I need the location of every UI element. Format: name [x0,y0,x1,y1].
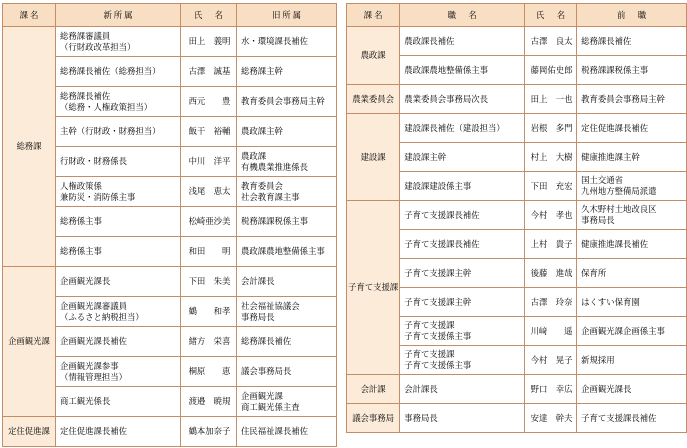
position-cell [56,237,181,267]
name-cell [525,404,577,433]
previous-cell [237,297,337,327]
name-cell [525,172,577,201]
dept-cell: 会計課 [347,375,400,404]
dept-cell: 議会事務局 [347,404,400,433]
dept-cell: 建設課 [347,114,400,201]
position-cell [56,87,181,117]
name-cell-text: 今村 晃子 [530,354,573,365]
position-cell-text: 子育て支援課長補佐 [404,238,480,249]
position-cell [56,57,181,87]
table-row [3,417,337,447]
name-cell-text: 松崎亜沙美 [188,216,231,226]
name-cell-text: 藤岡佑史郎 [530,64,573,75]
dept-cell: 農政課 [347,27,400,85]
name-cell [525,317,577,346]
previous-cell [577,201,687,230]
header-dept: 課名 [347,4,400,27]
position-cell-text: 子育て支援課長補佐 [404,209,480,220]
table-row [347,27,687,56]
previous-cell-text: 保育所 [581,267,607,278]
previous-cell [577,404,687,433]
name-cell-text: 田上 義明 [188,36,231,46]
name-cell [525,230,577,259]
header-row [3,4,337,27]
position-cell-text: 子育て支援課主幹 [404,267,472,278]
position-cell [56,417,181,447]
previous-cell-text: 国土交通省 九州地方整備局派遣 [581,175,657,196]
position-cell [400,317,525,346]
position-cell [56,27,181,57]
position-cell-text: 子育て支援課主幹 [404,296,472,307]
name-cell-text: 上村 貴子 [530,238,573,249]
previous-cell-text: 教育委員会事務局主幹 [581,93,665,104]
position-cell [56,117,181,147]
previous-cell-text: 水・環境課長補佐 [241,36,308,46]
previous-cell [237,57,337,87]
position-cell-text: 企画観光課長 [60,276,111,286]
previous-cell-text: 教育委員会 社会教育課主事 [241,180,300,202]
position-cell [400,404,525,433]
header-previous: 前 職 [577,4,687,27]
position-cell [400,172,525,201]
position-cell-text: 企画観光課長補佐 [60,336,127,346]
table-row [347,404,687,433]
position-cell [56,147,181,177]
name-cell [525,85,577,114]
position-cell-text: 農政課長補佐 [404,35,455,46]
position-cell [56,327,181,357]
position-cell [56,267,181,297]
table-row [347,85,687,114]
previous-cell-text: 税務課課税係主事 [581,64,649,75]
previous-cell [577,259,687,288]
previous-cell [577,317,687,346]
name-cell-text: 桐原 恵 [188,366,231,376]
previous-cell [577,230,687,259]
previous-cell-text: 企画観光課 商工観光係主査 [241,390,300,412]
position-cell-text: 総務課審議員 （行財政改革担当） [60,30,136,52]
name-cell-text: 後藤 進哉 [530,267,573,278]
previous-cell [577,143,687,172]
previous-cell-text: 議会事務局長 [241,366,292,376]
position-cell-text: 建設課長補佐（建設担当） [404,122,505,133]
name-cell [181,57,237,87]
position-cell-text: 総務課長補佐 （総務・人権政策担当） [60,90,153,112]
position-cell-text: 企画観光課審議員 （ふるさと納税担当） [60,300,144,322]
name-cell-text: 中川 洋平 [188,156,231,166]
previous-cell [577,114,687,143]
header-position: 新所属 [56,4,181,27]
previous-cell [577,56,687,85]
name-cell-text: 西元 豊 [188,96,231,106]
name-cell [181,297,237,327]
left-table-body [3,27,337,447]
previous-cell [237,267,337,297]
name-cell [525,346,577,375]
position-cell-text: 人権政策係 兼防災・消防係主事 [60,180,136,202]
position-cell-text: 定住促進課長補佐 [60,426,127,436]
previous-cell-text: 教育委員会事務局主幹 [241,96,325,106]
position-cell-text: 建設課建設係主事 [404,180,472,191]
header-previous: 旧所属 [237,4,337,27]
position-cell [56,177,181,207]
previous-cell [577,85,687,114]
previous-cell [577,27,687,56]
header-name: 氏 名 [181,4,237,27]
header-name: 氏 名 [525,4,577,27]
position-cell-text: 子育て支援課 子育て支援係主事 [404,320,472,341]
previous-cell [237,327,337,357]
dept-cell: 総務課 [3,27,56,267]
previous-cell-text: 久木野村土地改良区 事務局長 [581,204,657,225]
name-cell-text: 古澤 誠基 [188,66,231,76]
previous-cell [237,207,337,237]
header-row [347,4,687,27]
previous-cell-text: 税務課課税係主事 [241,216,308,226]
previous-cell-text: 農政課 有機農業推進係長 [241,150,308,172]
name-cell-text: 岩根 多門 [530,122,573,133]
position-cell [400,259,525,288]
previous-cell [237,387,337,417]
left-personnel-table [2,3,337,447]
previous-cell-text: 会計課長 [241,276,275,286]
dept-cell: 企画観光課 [3,267,56,417]
dept-cell: 農業委員会 [347,85,400,114]
name-cell-text: 飯干 裕輔 [188,126,231,136]
table-row [3,27,337,57]
previous-cell-text: 農政課農地整備係主事 [241,246,325,256]
position-cell-text: 会計課長 [404,383,438,394]
position-cell [400,56,525,85]
position-cell [400,114,525,143]
previous-cell [237,357,337,387]
previous-cell [237,117,337,147]
position-cell-text: 建設課主幹 [404,151,447,162]
name-cell [181,207,237,237]
table-row [347,201,687,230]
header-position: 職 名 [400,4,525,27]
name-cell [525,143,577,172]
name-cell [181,27,237,57]
table-row [3,267,337,297]
previous-cell-text: 健康推進課長補佐 [581,238,649,249]
name-cell-text: 古澤 玲奈 [530,296,573,307]
position-cell [400,230,525,259]
previous-cell [237,87,337,117]
name-cell [525,27,577,56]
name-cell-text: 和田 明 [188,246,231,256]
table-row [347,114,687,143]
name-cell [181,357,237,387]
position-cell [400,85,525,114]
name-cell [525,201,577,230]
position-cell-text: 農政課農地整備係主事 [404,64,488,75]
position-cell-text: 行財政・財務係長 [60,156,127,166]
previous-cell [577,288,687,317]
position-cell [400,201,525,230]
position-cell [56,207,181,237]
previous-cell [577,172,687,201]
name-cell [181,87,237,117]
name-cell [181,117,237,147]
name-cell-text: 鶴本加奈子 [188,426,231,436]
name-cell-text: 川﨑 遥 [530,325,573,336]
name-cell-text: 野口 幸広 [530,383,573,394]
position-cell-text: 子育て支援課 子育て支援係主事 [404,349,472,370]
position-cell-text: 総務係主事 [60,246,102,256]
table-row [347,375,687,404]
name-cell [181,237,237,267]
previous-cell [237,237,337,267]
name-cell [525,259,577,288]
position-cell [56,387,181,417]
previous-cell-text: はくすい保育園 [581,296,640,307]
previous-cell-text: 子育て支援課長補佐 [581,412,657,423]
name-cell [181,327,237,357]
previous-cell-text: 住民福祉課長補佐 [241,426,308,436]
previous-cell-text: 総務課長補佐 [241,336,292,346]
name-cell-text: 村上 大樹 [530,151,573,162]
name-cell [181,177,237,207]
header-dept: 課名 [3,4,56,27]
previous-cell [577,375,687,404]
previous-cell-text: 総務課長補佐 [581,35,632,46]
name-cell [181,267,237,297]
position-cell-text: 総務課長補佐（総務担当） [60,66,161,76]
position-cell [400,288,525,317]
position-cell-text: 主幹（行財政・財務担当） [60,126,161,136]
name-cell [525,56,577,85]
previous-cell-text: 健康推進課主幹 [581,151,640,162]
name-cell [525,114,577,143]
name-cell-text: 安達 幹夫 [530,412,573,423]
right-table-body [347,27,687,433]
name-cell-text: 古澤 良太 [530,35,573,46]
position-cell-text: 事務局長 [404,412,438,423]
position-cell [56,357,181,387]
previous-cell-text: 社会福祉協議会 事務局長 [241,300,300,322]
name-cell-text: 渡邉 暁規 [188,396,231,406]
previous-cell [237,177,337,207]
name-cell-text: 緒方 栄喜 [188,336,231,346]
previous-cell [577,346,687,375]
position-cell-text: 農業委員会事務局次長 [404,93,488,104]
position-cell [56,297,181,327]
previous-cell-text: 企画観光課企画係主事 [581,325,665,336]
position-cell [400,375,525,404]
name-cell-text: 下田 朱美 [188,276,231,286]
previous-cell-text: 企画観光課長 [581,383,632,394]
position-cell-text: 総務係主事 [60,216,102,226]
position-cell-text: 企画観光課参事 （情報管理担当） [60,360,127,382]
name-cell [525,375,577,404]
previous-cell [237,147,337,177]
name-cell [181,387,237,417]
previous-cell-text: 定住促進課長補佐 [581,122,649,133]
name-cell-text: 鶴 和孝 [188,306,231,316]
dept-cell: 定住促進課 [3,417,56,447]
previous-cell-text: 農政課主幹 [241,126,283,136]
position-cell [400,346,525,375]
position-cell [400,143,525,172]
dept-cell: 子育て支援課 [347,201,400,375]
previous-cell-text: 新規採用 [581,354,615,365]
previous-cell-text: 総務課主幹 [241,66,283,76]
name-cell-text: 下田 充宏 [530,180,573,191]
name-cell [181,417,237,447]
position-cell-text: 商工観光係長 [60,396,111,406]
right-personnel-table [346,3,687,433]
name-cell [525,288,577,317]
previous-cell [237,27,337,57]
name-cell-text: 浅尾 恵太 [188,186,231,196]
previous-cell [237,417,337,447]
name-cell-text: 今村 孝也 [530,209,573,220]
name-cell-text: 田上 一也 [530,93,573,104]
name-cell [181,147,237,177]
position-cell [400,27,525,56]
